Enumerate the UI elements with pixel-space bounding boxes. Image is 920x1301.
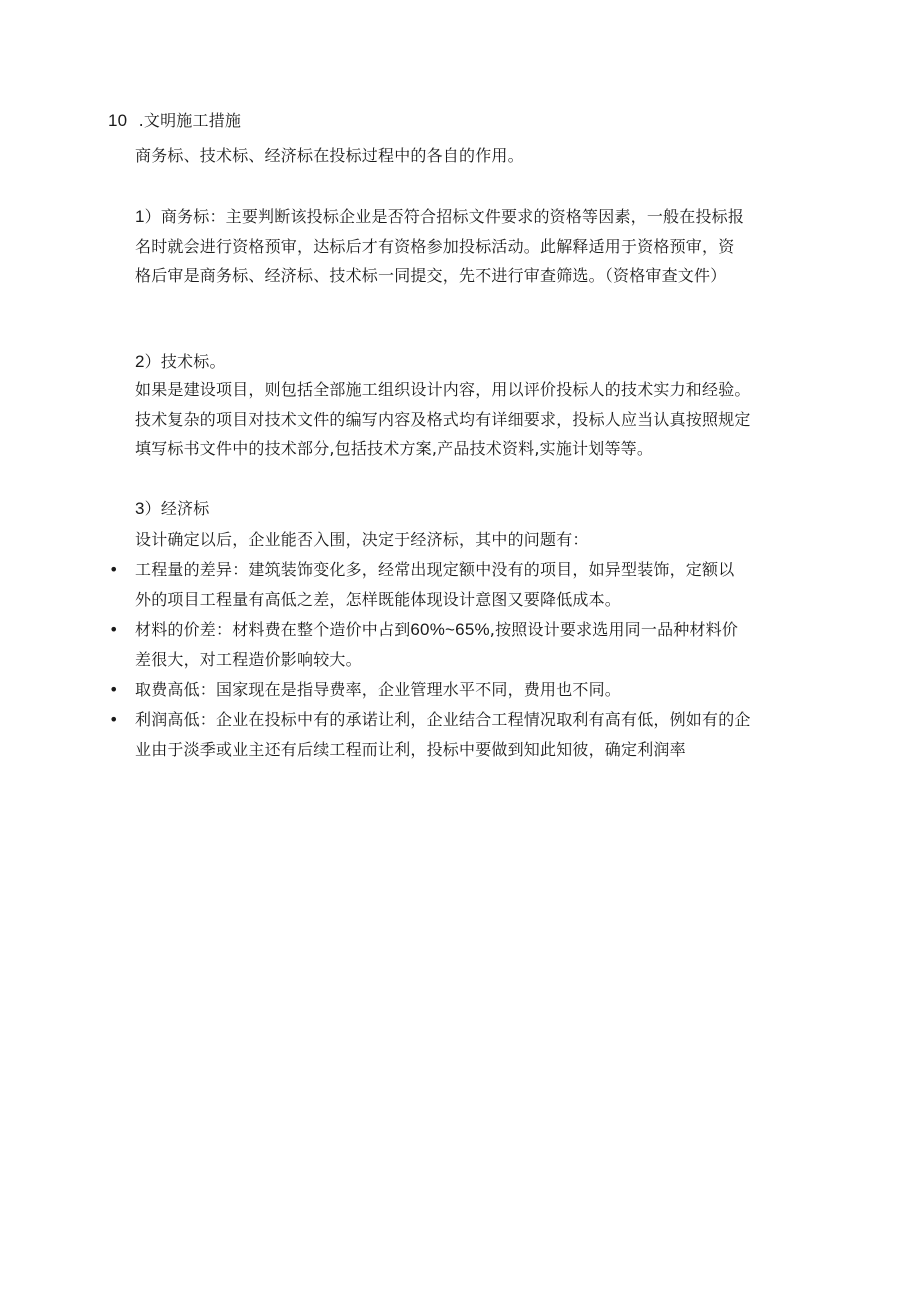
section1-line3: 格后审是商务标、经济标、技术标一同提交，先不进行审查筛选。（资格审查文件） (135, 266, 727, 285)
section2-heading (135, 352, 226, 372)
list-item-1-line1: 工程量的差异：建筑装饰变化多，经常出现定额中没有的项目，如异型装饰，定额以 (135, 560, 735, 579)
heading-title: .文明施工措施 (138, 111, 242, 130)
section3-marker: 3 (135, 499, 145, 518)
list-item-1-line2: 外的项目工程量有高低之差，怎样既能体现设计意图又要降低成本。 (135, 590, 622, 609)
section-heading (108, 111, 241, 131)
section3-label: ）经济标 (144, 499, 210, 518)
bullet-icon: • (109, 620, 119, 639)
section1-marker: 1 (135, 207, 145, 226)
section2-line3: 填写标书文件中的技术部分,包括技术方案,产品技术资料,实施计划等等。 (135, 439, 654, 458)
list-item-2-percent: 60%~65% (410, 620, 490, 639)
section2-line1: 如果是建设项目，则包括全部施工组织设计内容，用以评价投标人的技术实力和经验。 (135, 380, 751, 399)
heading-number: 10 (108, 111, 128, 130)
list-item-4-line2: 业由于淡季或业主还有后续工程而让利，投标中要做到知此知彼，确定利润率 (135, 740, 686, 759)
intro-text: 商务标、技术标、经济标在投标过程中的各自的作用。 (135, 146, 524, 165)
list-item-2-text-a: 材料的价差：材料费在整个造价中占到 (135, 620, 411, 639)
list-item-2-line2: 差很大，对工程造价影响较大。 (135, 650, 362, 669)
section2-marker: 2 (135, 352, 145, 371)
bullet-icon: • (109, 680, 119, 699)
bullet-icon: • (109, 710, 119, 729)
list-item-2-line1 (135, 620, 738, 640)
section2-label: ）技术标。 (144, 352, 226, 371)
section3-heading (135, 499, 209, 519)
list-item-4-line1: 利润高低：企业在投标中有的承诺让利，企业结合工程情况取利有高有低，例如有的企 (135, 710, 751, 729)
bullet-icon: • (109, 560, 119, 579)
section2-line2: 技术复杂的项目对技术文件的编写内容及格式均有详细要求，投标人应当认真按照规定 (135, 410, 751, 429)
section3-intro: 设计确定以后，企业能否入围，决定于经济标，其中的问题有： (135, 530, 589, 549)
section1-heading (135, 207, 744, 227)
section1-label: ）商务标：主要判断该投标企业是否符合招标文件要求的资格等因素，一般在投标报 (144, 207, 745, 226)
list-item-3-line1: 取费高低：国家现在是指导费率，企业管理水平不同，费用也不同。 (135, 680, 622, 699)
list-item-2-text-c: ,按照设计要求选用同一品种材料价 (489, 620, 739, 639)
section1-line2: 名时就会进行资格预审，达标后才有资格参加投标活动。此解释适用于资格预审，资 (135, 237, 735, 256)
